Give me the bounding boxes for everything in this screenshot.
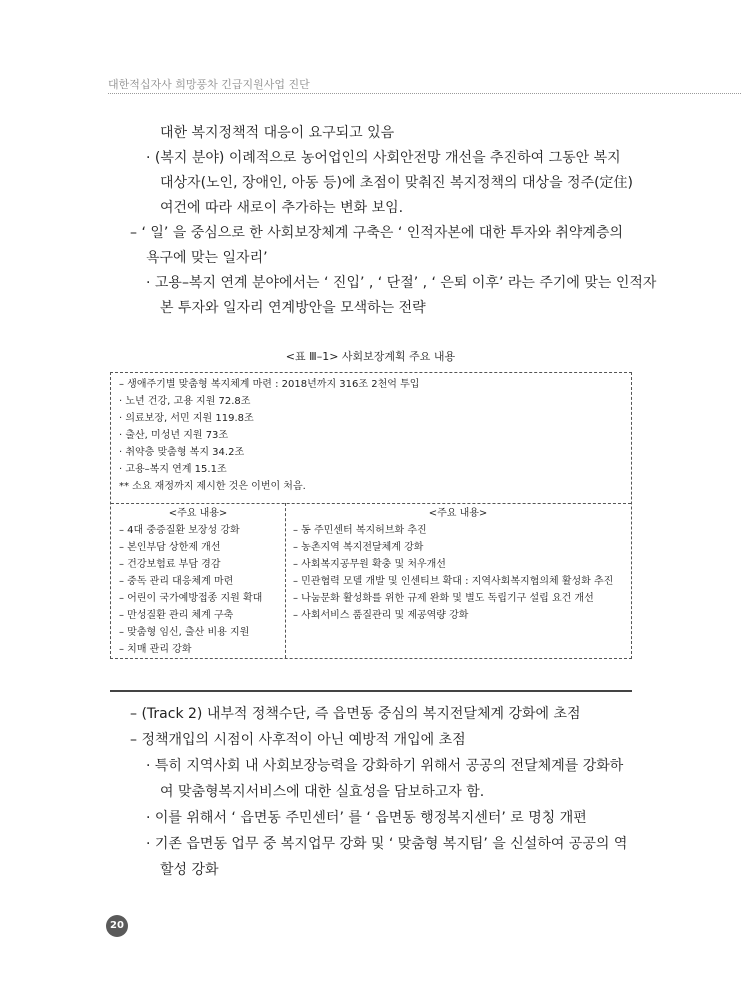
dash-line: – 정책개입의 시점이 사후적이 아닌 예방적 개입에 초점 xyxy=(130,732,466,748)
summary-line: · 고용–복지 연계 15.1조 xyxy=(119,464,227,475)
list-item: – 4대 중증질환 보장성 강화 xyxy=(119,525,240,536)
section-divider xyxy=(110,690,632,692)
bullet-line: · 특히 지역사회 내 사회보장능력을 강화하기 위해서 공공의 전달체계를 강화하 xyxy=(146,758,624,774)
bullet-line: · 고용–복지 연계 분야에서는 ‘ 진입’ , ‘ 단절’ , ‘ 은퇴 이후’ 라는 주기에 맞는 인적자 xyxy=(146,275,657,291)
list-item: – 본인부담 상한제 개선 xyxy=(119,542,221,553)
table-caption: <표 Ⅲ–1> 사회보장계획 주요 내용 xyxy=(285,350,456,363)
paragraph-line: 대상자(노인, 장애인, 아동 등)에 초점이 맞춰진 복지정책의 대상을 정주(定住) xyxy=(160,175,634,191)
table-summary xyxy=(111,373,631,504)
summary-line: · 의료보장, 서민 지원 119.8조 xyxy=(119,413,254,424)
list-item: – 동 주민센터 복지허브화 추진 xyxy=(293,525,427,536)
plan-summary-table xyxy=(110,372,632,659)
list-item: – 사회복지공무원 확충 및 처우개선 xyxy=(293,559,446,570)
table-left-column xyxy=(111,503,286,658)
paragraph-line: 할성 강화 xyxy=(160,862,219,878)
summary-note: ** 소요 재정까지 제시한 것은 이번이 처음. xyxy=(119,481,306,492)
paragraph-line: 여건에 따라 새로이 추가하는 변화 보임. xyxy=(160,200,404,216)
left-column-heading: <주요 내용> xyxy=(168,508,228,519)
right-column-heading: <주요 내용> xyxy=(428,508,488,519)
dash-line: – ‘ 일’ 을 중심으로 한 사회보장체계 구축은 ‘ 인적자본에 대한 투자와 취약계층의 xyxy=(130,225,623,241)
dash-line: – (Track 2) 내부적 정책수단, 즉 읍면동 중심의 복지전달체계 강화에 초점 xyxy=(130,706,581,722)
list-item: – 농촌지역 복지전달체계 강화 xyxy=(293,542,424,553)
list-item: – 중독 관리 대응체계 마련 xyxy=(119,576,234,587)
paragraph-line: 대한 복지정책적 대응이 요구되고 있음 xyxy=(160,125,395,141)
list-item: – 만성질환 관리 체계 구축 xyxy=(119,610,234,621)
list-item: – 나눔문화 활성화를 위한 규제 완화 및 별도 독립기구 설립 요건 개선 xyxy=(293,593,594,604)
bullet-line: · 이를 위해서 ‘ 읍면동 주민센터’ 를 ‘ 읍면동 행정복지센터’ 로 명칭 개편 xyxy=(146,810,587,826)
header-divider xyxy=(108,93,741,94)
list-item: – 치매 관리 강화 xyxy=(119,644,192,655)
list-item: – 어린이 국가예방접종 지원 확대 xyxy=(119,593,263,604)
page-number: 20 xyxy=(106,915,128,937)
running-header: 대한적십자사 희망풍차 긴급지원사업 진단 xyxy=(108,78,310,91)
summary-line: · 출산, 미성년 지원 73조 xyxy=(119,430,229,441)
table-right-column xyxy=(285,503,631,658)
list-item: – 사회서비스 품질관리 및 제공역량 강화 xyxy=(293,610,469,621)
summary-line: – 생애주기별 맞춤형 복지체계 마련 : 2018년까지 316조 2천억 투입 xyxy=(119,379,420,390)
list-item: – 민관협력 모델 개발 및 인센티브 확대 : 지역사회복지협의체 활성화 추진 xyxy=(293,576,614,587)
paragraph-line: 여 맞춤형복지서비스에 대한 실효성을 담보하고자 함. xyxy=(160,784,485,800)
list-item: – 건강보험료 부담 경감 xyxy=(119,559,221,570)
paragraph-line: 욕구에 맞는 일자리’ xyxy=(146,250,268,266)
bullet-line: · 기존 읍면동 업무 중 복지업무 강화 및 ‘ 맞춤형 복지팀’ 을 신설하여 공공의 역 xyxy=(146,836,628,852)
summary-line: · 노년 건강, 고용 지원 72.8조 xyxy=(119,396,251,407)
bullet-line: · (복지 분야) 이례적으로 농어업인의 사회안전망 개선을 추진하여 그동안 복지 xyxy=(146,150,621,166)
list-item: – 맞춤형 임신, 출산 비용 지원 xyxy=(119,627,250,638)
summary-line: · 취약층 맞춤형 복지 34.2조 xyxy=(119,447,245,458)
paragraph-line: 본 투자와 일자리 연계방안을 모색하는 전략 xyxy=(160,300,426,316)
